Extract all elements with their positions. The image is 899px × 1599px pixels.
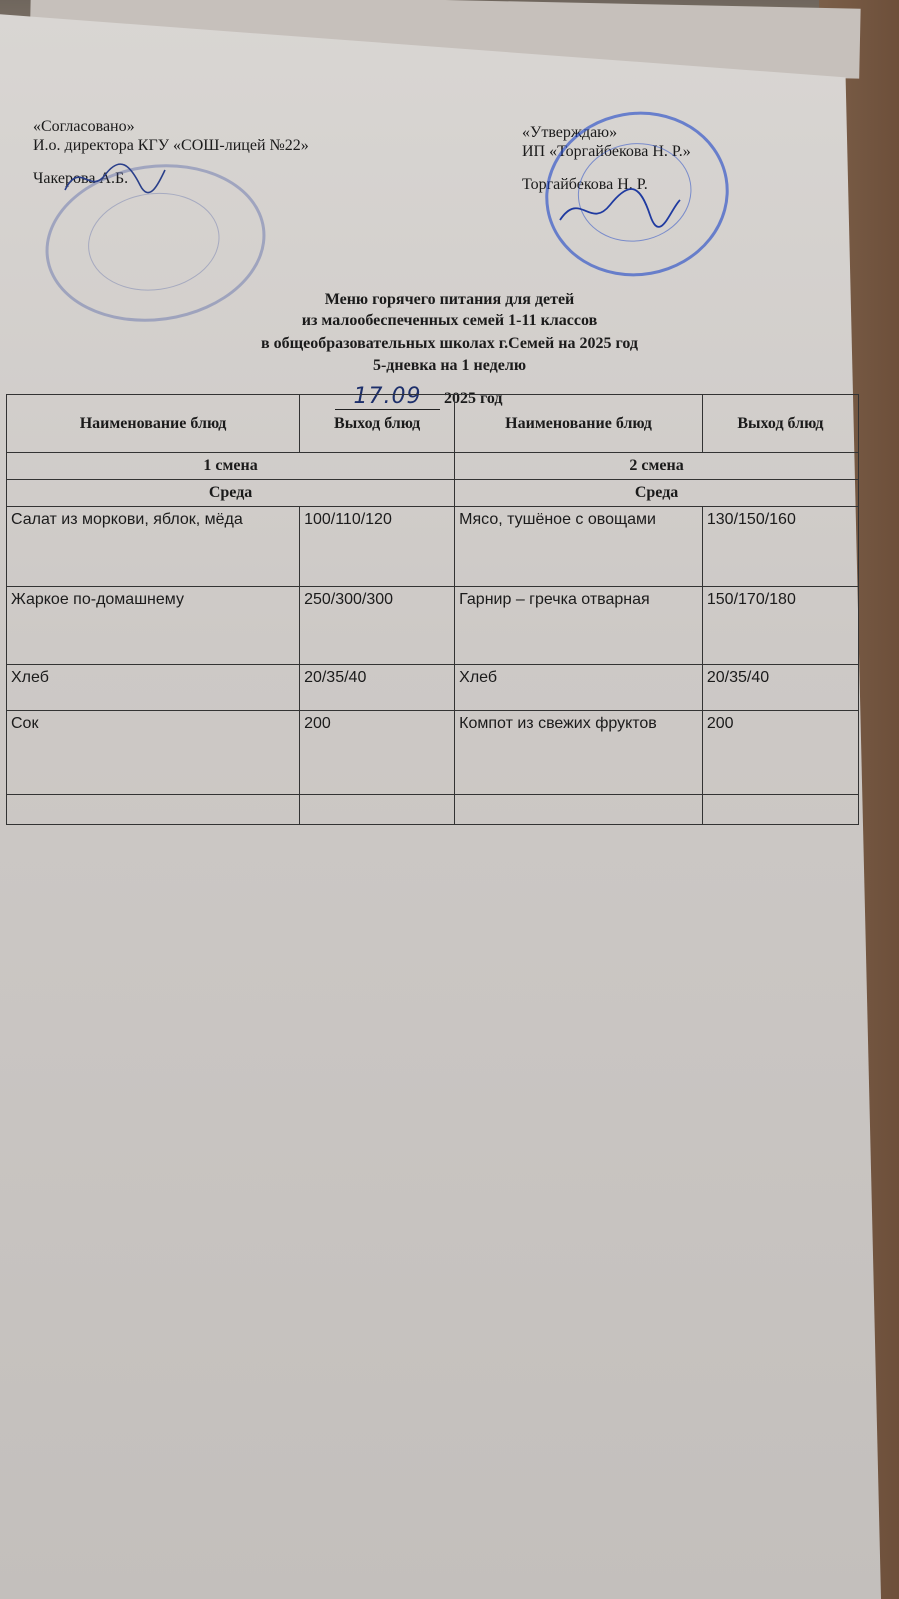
dish-name: Салат из моркови, яблок, мёда — [7, 507, 300, 587]
right-signature — [555, 180, 685, 240]
dish-portion: 20/35/40 — [300, 665, 455, 711]
dish-portion: 150/170/180 — [702, 587, 858, 665]
menu-title-line2: из малообеспеченных семей 1-11 классов — [301, 312, 598, 329]
handwritten-date: 17.09 — [335, 384, 440, 410]
approval-right-title: «Утверждаю» — [522, 124, 618, 141]
date-year: 2025 год — [444, 390, 503, 407]
header-row — [7, 395, 859, 453]
shift-2-label: 2 смена — [455, 453, 859, 480]
dish-name: Гарнир – гречка отварная — [455, 587, 703, 665]
empty-cell — [455, 795, 703, 825]
dish-portion: 200 — [300, 711, 455, 795]
dish-portion: 20/35/40 — [702, 665, 858, 711]
table-row-empty — [7, 795, 859, 825]
menu-table — [6, 394, 859, 825]
left-signature — [60, 155, 170, 205]
header-dish-name-1: Наименование блюд — [7, 395, 300, 453]
day-2-label: Среда — [455, 480, 859, 507]
menu-title-line4: 5-дневка на 1 неделю — [372, 357, 527, 374]
empty-cell — [7, 795, 300, 825]
dish-portion: 250/300/300 — [300, 587, 455, 665]
dish-name: Хлеб — [7, 665, 300, 711]
header-dish-name-2: Наименование блюд — [455, 395, 703, 453]
dish-portion: 200 — [702, 711, 858, 795]
table-row — [7, 665, 859, 711]
table-row — [7, 587, 859, 665]
empty-cell — [702, 795, 858, 825]
day-1-label: Среда — [7, 480, 455, 507]
table-row — [7, 507, 859, 587]
approval-left-position: И.о. директора КГУ «СОШ-лицей №22» — [33, 137, 309, 154]
shift-row — [7, 453, 859, 480]
menu-title-line3: в общеобразовательных школах г.Семей на 2025 год — [261, 335, 638, 352]
dish-portion: 130/150/160 — [702, 507, 858, 587]
approval-left-title: «Согласовано» — [33, 118, 135, 135]
dish-name: Мясо, тушёное с овощами — [455, 507, 703, 587]
day-row — [7, 480, 859, 507]
dish-name: Хлеб — [455, 665, 703, 711]
shift-1-label: 1 смена — [7, 453, 455, 480]
table-row — [7, 711, 859, 795]
approval-left-name: Чакерова А.Б. — [33, 170, 129, 187]
menu-title-line1: Меню горячего питания для детей — [324, 291, 575, 308]
header-portion-2: Выход блюд — [702, 395, 858, 453]
approval-right-position: ИП «Торгайбекова Н. Р.» — [522, 143, 691, 160]
dish-name: Жаркое по-домашнему — [7, 587, 300, 665]
empty-cell — [300, 795, 455, 825]
approval-right-name: Торгайбекова Н. Р. — [522, 176, 648, 193]
dish-name: Компот из свежих фруктов — [455, 711, 703, 795]
dish-portion: 100/110/120 — [300, 507, 455, 587]
dish-name: Сок — [7, 711, 300, 795]
header-portion-1: Выход блюд — [300, 395, 455, 453]
